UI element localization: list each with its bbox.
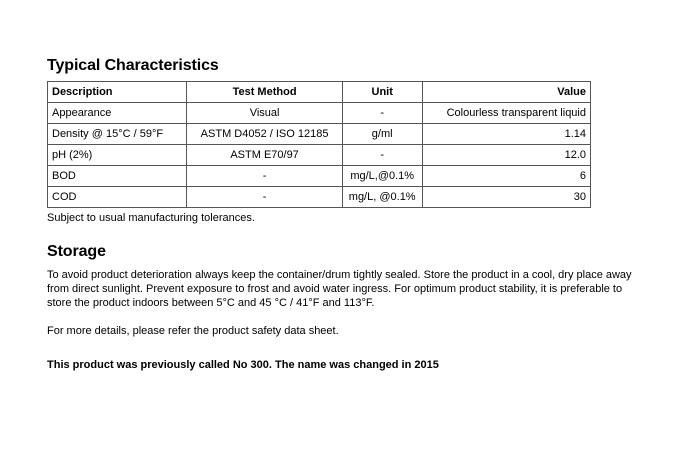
cell-test-method: ASTM E70/97 xyxy=(187,145,342,166)
cell-unit: mg/L,@0.1% xyxy=(342,166,422,187)
header-test-method: Test Method xyxy=(187,82,342,103)
cell-description: BOD xyxy=(48,166,187,187)
header-description: Description xyxy=(48,82,187,103)
header-value: Value xyxy=(422,82,590,103)
document-page xyxy=(47,57,647,371)
cell-description: Appearance xyxy=(48,103,187,124)
table-row xyxy=(48,187,591,208)
cell-value: 6 xyxy=(422,166,590,187)
header-unit: Unit xyxy=(342,82,422,103)
name-change-note: This product was previously called No 300. The name was changed in 2015 xyxy=(47,359,439,371)
cell-test-method: - xyxy=(187,187,342,208)
cell-description: pH (2%) xyxy=(48,145,187,166)
cell-test-method: - xyxy=(187,166,342,187)
table-row xyxy=(48,103,591,124)
cell-value: Colourless transparent liquid xyxy=(422,103,590,124)
cell-unit: g/ml xyxy=(342,124,422,145)
cell-test-method: ASTM D4052 / ISO 12185 xyxy=(187,124,342,145)
cell-value: 1.14 xyxy=(422,124,590,145)
cell-description: Density @ 15°C / 59°F xyxy=(48,124,187,145)
section-title-storage: Storage xyxy=(47,243,106,260)
table-header-row xyxy=(48,82,591,103)
table-row xyxy=(48,166,591,187)
tolerance-note: Subject to usual manufacturing tolerances. xyxy=(47,212,255,224)
cell-description: COD xyxy=(48,187,187,208)
characteristics-table xyxy=(47,81,591,208)
table-row xyxy=(48,145,591,166)
cell-value: 12.0 xyxy=(422,145,590,166)
cell-unit: - xyxy=(342,103,422,124)
cell-unit: - xyxy=(342,145,422,166)
cell-unit: mg/L, @0.1% xyxy=(342,187,422,208)
cell-test-method: Visual xyxy=(187,103,342,124)
cell-value: 30 xyxy=(422,187,590,208)
table-row xyxy=(48,124,591,145)
details-paragraph: For more details, please refer the product safety data sheet. xyxy=(47,325,339,337)
storage-paragraph: To avoid product deterioration always keep the container/drum tightly sealed. Store the product in a cool, dry place away from direct sunlight. Prevent exposure to frost and avoid water ingress. For optimum product stability, it is preferable to store the product indoors between 5°C and 45 °C / 41°F and 113°F. xyxy=(47,269,632,309)
section-title-typical-characteristics: Typical Characteristics xyxy=(47,57,219,74)
